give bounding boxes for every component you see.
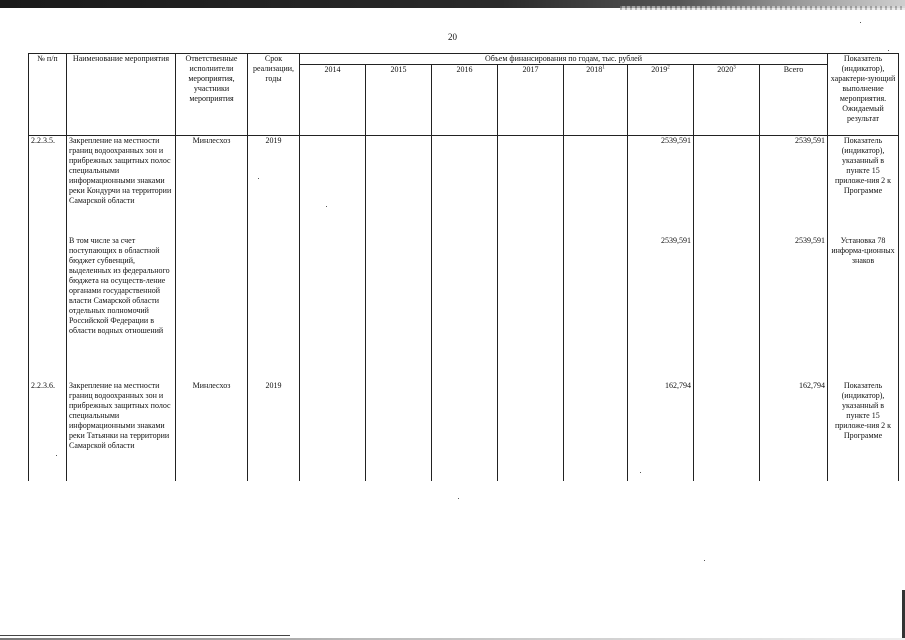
row-term: 2019 [248,381,300,481]
row-value [694,236,760,381]
row-value [564,381,628,481]
row-value [366,136,432,237]
row-name: Закрепление на местности границ водоохранных зон и прибрежных защитных полос специальными информационными знаками реки Татьянки на территории Самарской области [67,381,176,481]
row-value [300,236,366,381]
row-value [432,236,498,381]
header-year: 2016 [432,65,498,136]
scan-speck [860,22,861,23]
footnote-rule [0,635,290,636]
row-value [366,236,432,381]
row-total: 2539,591 [760,136,828,237]
header-funding-group: Объем финансирования по годам, тыс. рублей [300,54,828,65]
row-value: 162,794 [628,381,694,481]
header-indicator: Показатель (индикатор), характери-зующий выполнение мероприятия. Ожидаемый результат [828,54,899,136]
scan-speck [458,498,459,499]
scan-speck [326,206,327,207]
row-value [694,381,760,481]
page-number: 20 [448,32,457,42]
row-name: Закрепление на местности границ водоохранных зон и прибрежных защитных полос специальными информационными знаками реки Кондурчи на территории Самарской области [67,136,176,237]
row-value: 2539,591 [628,236,694,381]
row-value [498,236,564,381]
header-year: 2014 [300,65,366,136]
row-value [432,381,498,481]
header-name: Наименование мероприятия [67,54,176,136]
scan-speck [56,455,57,456]
header-year: 2015 [366,65,432,136]
row-value [498,381,564,481]
table-row [29,236,899,381]
row-executor: Минлесхоз [176,381,248,481]
funding-table [28,53,899,481]
row-value [498,136,564,237]
row-term: 2019 [248,136,300,237]
scan-speck [888,50,889,51]
header-term: Срок реализации, годы [248,54,300,136]
row-value [564,236,628,381]
row-name: В том числе за счет поступающих в областной бюджет субвенций, выделенных из федерального бюджета на осуществ-ление органами государственной власти Самарской области отдельных полномочий Российской Федерации в области водных отношений [67,236,176,381]
header-year: 2020$^3$ [694,65,760,136]
header-year: 2019$^2$ [628,65,694,136]
table-row [29,381,899,481]
header-number: № п/п [29,54,67,136]
row-value [366,381,432,481]
row-total: 2539,591 [760,236,828,381]
header-total: Всего [760,65,828,136]
row-value: 2539,591 [628,136,694,237]
row-value [432,136,498,237]
scan-speck [258,178,259,179]
row-number: 2.2.3.6. [29,381,67,481]
table-row [29,136,899,237]
row-number: 2.2.3.5. [29,136,67,237]
row-number [29,236,67,381]
header-year: 2018$^1$ [564,65,628,136]
row-value [300,136,366,237]
row-total: 162,794 [760,381,828,481]
scan-speck [640,472,641,473]
row-executor: Минлесхоз [176,136,248,237]
row-indicator: Показатель (индикатор), указанный в пункте 15 приложе-ния 2 к Программе [828,381,899,481]
row-term [248,236,300,381]
row-value [694,136,760,237]
scan-speck [704,560,705,561]
scan-noise [620,6,905,10]
row-value [564,136,628,237]
header-year: 2017 [498,65,564,136]
header-executors: Ответственные исполнители мероприятия, участники мероприятия [176,54,248,136]
row-value [300,381,366,481]
row-executor [176,236,248,381]
row-indicator: Установка 78 информа-ционных знаков [828,236,899,381]
row-indicator: Показатель (индикатор), указанный в пункте 15 приложе-ния 2 к Программе [828,136,899,237]
